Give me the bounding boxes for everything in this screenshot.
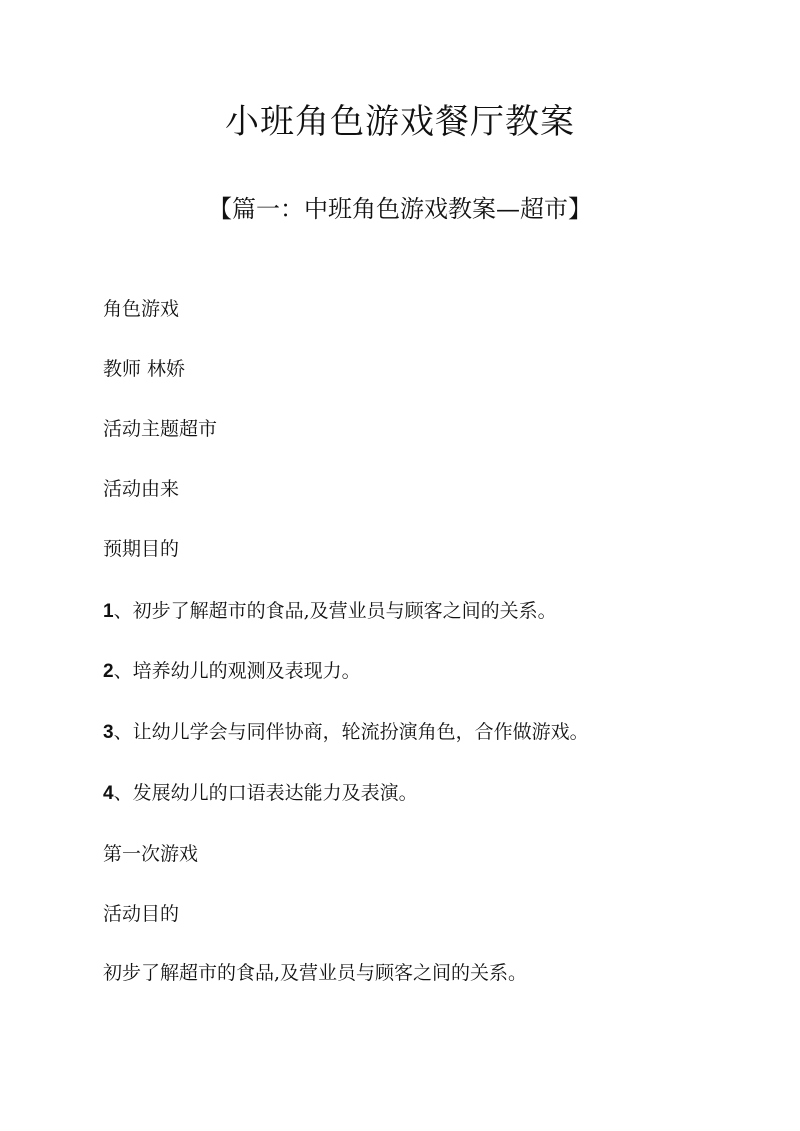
paragraph-theme	[103, 415, 217, 443]
goal-text: 、发展幼儿的口语表达能力及表演。	[113, 782, 418, 804]
goal-item-2	[103, 657, 361, 686]
paragraph-activity-goal	[103, 900, 179, 928]
paragraph-text: 教师 林娇	[103, 358, 186, 380]
goal-item-3	[103, 718, 589, 747]
goal-number: 4	[103, 783, 114, 804]
goal-number: 3	[103, 722, 114, 743]
goal-number: 1	[103, 601, 114, 622]
paragraph-text: 初步了解超市的食品,及营业员与顾客之间的关系。	[103, 962, 528, 984]
document-subtitle: 【篇一：中班角色游戏教案—超市】	[208, 195, 592, 223]
paragraph-text: 角色游戏	[103, 298, 180, 320]
goal-text: 、培养幼儿的观测及表现力。	[113, 660, 361, 682]
paragraph-goals-heading	[103, 535, 179, 563]
paragraph-activity-goal-text	[103, 959, 527, 987]
paragraph-role-play	[103, 295, 179, 323]
goal-text: 、让幼儿学会与同伴协商，轮流扮演角色，合作做游戏。	[113, 721, 589, 743]
paragraph-text: 第一次游戏	[103, 843, 199, 865]
document-title: 小班角色游戏餐厅教案	[225, 102, 575, 142]
goal-text: 、初步了解超市的食品,及营业员与顾客之间的关系。	[113, 600, 557, 622]
paragraph-text: 预期目的	[103, 538, 180, 560]
paragraph-text: 活动目的	[103, 903, 180, 925]
paragraph-origin	[103, 475, 179, 503]
paragraph-teacher	[103, 355, 185, 383]
goal-number: 2	[103, 661, 114, 682]
paragraph-text: 活动主题超市	[103, 418, 218, 440]
goal-item-4	[103, 779, 418, 808]
paragraph-text: 活动由来	[103, 478, 180, 500]
goal-item-1	[103, 597, 557, 626]
paragraph-first-game	[103, 840, 198, 868]
